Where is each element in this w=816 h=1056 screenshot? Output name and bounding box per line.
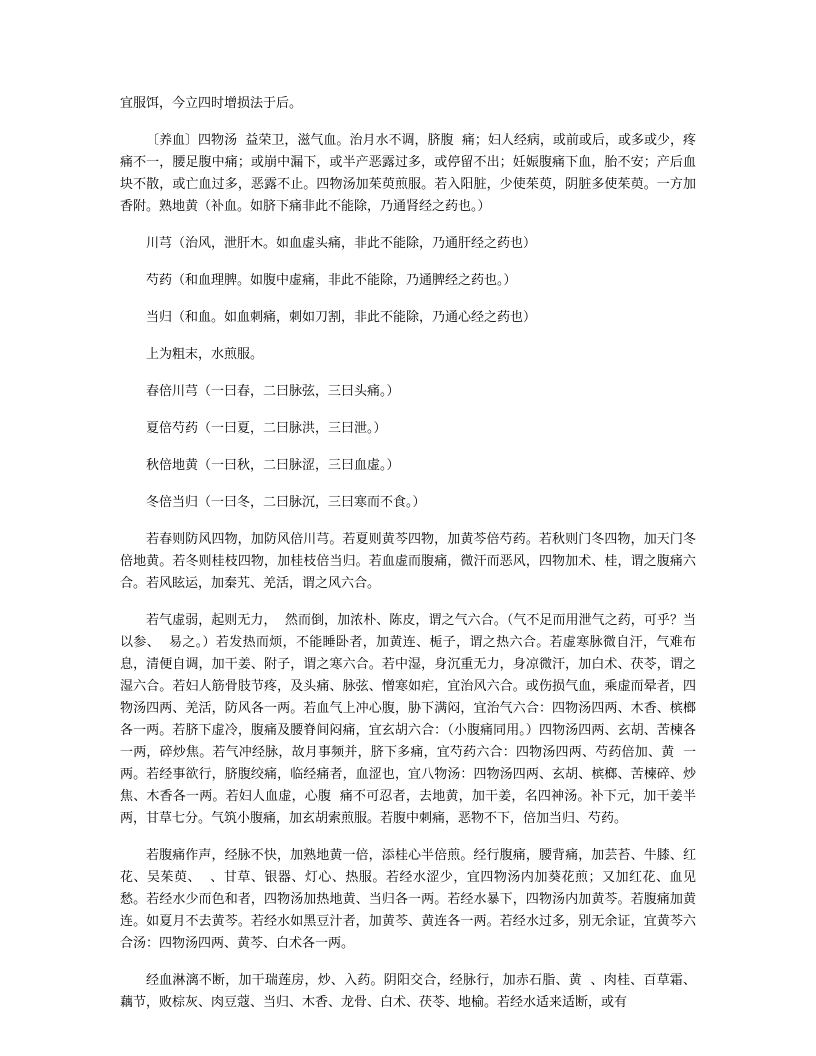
paragraph-qi-deficiency: 若气虚弱，起则无力， 然而倒，加浓朴、陈皮，谓之气六合。（气不足而用泄气之药，可乎？当以参、 易之。）若发热而烦，不能睡卧者，加黄连、栀子，谓之热六合。若虚寒脉微自汗，气难布息，清便自调，加干姜、附子，谓之寒六合。若中湿，身沉重无力，身凉微汗，加白术、茯苓，谓之湿六合。若妇人筋骨肢节疼，及头痛、脉弦、憎寒如疟，宜治风六合。或伤损气血，乘虚而晕者，四物汤四两、羌活，防风各一两。若血气上冲心腹，胁下满闷，宜治气六合：四物汤四两、木香、槟榔各一两。若脐下虚冷，腹痛及腰脊间闷痛，宜玄胡六合：（小腹痛同用。）四物汤四两、玄胡、苦楝各一两，碎炒焦。若气冲经脉，故月事频并，脐下多痛，宜芍药六合：四物汤四两、芍药倍加、黄 一两。若经事欲行，脐腹绞痛，临经痛者，血涩也，宜八物汤：四物汤四两、玄胡、槟榔、苦楝碎、炒焦、木香各一两。若妇人血虚，心腹 痛不可忍者，去地黄，加干姜，名四神汤。补下元，加干姜半两，甘草七分。气筑小腹痛，加玄胡索煎服。若腹中刺痛，恶物不下，倍加当归、芍药。: [120, 613, 696, 826]
paragraph-siwu-tang: 〔养血〕四物汤 益荣卫，滋气血。治月水不调，脐腹 痛；妇人经病，或前或后，或多或少，疼痛不一，腰足腹中痛；或崩中漏下，或半产恶露过多，或停留不出；妊娠腹痛下血，胎不安；产后血块不散，或亡血过多，恶露不止。四物汤加茱萸煎服。若入阳脏，少使茱萸，阴脏多使茱萸。一方加香附。熟地黄（补血。如脐下痛非此不能除，乃通肾经之药也。）: [120, 133, 696, 214]
paragraph-preparation: 上为粗末，水煎服。: [146, 347, 264, 362]
paragraph-menstrual-bleeding: 经血淋漓不断，加干瑞莲房，炒、入药。阴阳交合，经脉行，加赤石脂、黄 、肉桂、百草霜、藕节，败棕灰、肉豆蔻、当归、木香、龙骨、白术、茯苓、地榆。若经水适来适断，或有: [120, 973, 696, 1010]
paragraph-abdominal-pain: 若腹痛作声，经脉不快，加熟地黄一倍，添桂心半倍煎。经行腹痛，腰背痛，加芸苔、牛膝、红花、吴茱萸、 、甘草、银器、灯心、热服。若经水涩少，宜四物汤内加葵花煎；又加红花、血见愁。若经水少而色和者，四物汤加热地黄、当归各一两。若经水暴下，四物汤内加黄芩。若腹痛加黄连。如夏月不去黄芩。若经水如黑豆汁者，加黄芩、黄连各一两。若经水过多，别无余证，宜黄芩六合汤：四物汤四两、黄芩、白术各一两。: [120, 848, 696, 951]
paragraph-intro: 宜服饵，今立四时增损法于后。: [120, 96, 303, 111]
paragraph-winter: 冬倍当归（一曰冬，二曰脉沉，三曰寒而不食。）: [146, 495, 426, 510]
paragraph-chuanxiong: 川芎（治风，泄肝木。如血虚头痛，非此不能除，乃通肝经之药也）: [146, 236, 537, 251]
document-page: [120, 93, 696, 1029]
paragraph-summer: 夏倍芍药（一曰夏，二曰脉洪，三曰泄。）: [146, 421, 387, 436]
paragraph-spring: 春倍川芎（一曰春，二曰脉弦，三曰头痛。）: [146, 384, 400, 399]
paragraph-autumn: 秋倍地黄（一曰秋，二曰脉涩，三曰血虚。）: [146, 458, 400, 473]
paragraph-shaoyao: 芍药（和血理脾。如腹中虚痛，非此不能除，乃通脾经之药也。）: [146, 273, 517, 288]
paragraph-seasonal-variants: 若春则防风四物，加防风倍川芎。若夏则黄芩四物，加黄芩倍芍药。若秋则门冬四物，加天门冬倍地黄。若冬则桂枝四物，加桂枝倍当归。若血虚而腹痛，微汗而恶风，四物加术、桂，谓之腹痛六合。若风眩运，加秦艽、羌活，谓之风六合。: [120, 532, 696, 591]
paragraph-danggui: 当归（和血。如血刺痛，刺如刀割，非此不能除，乃通心经之药也）: [146, 310, 537, 325]
